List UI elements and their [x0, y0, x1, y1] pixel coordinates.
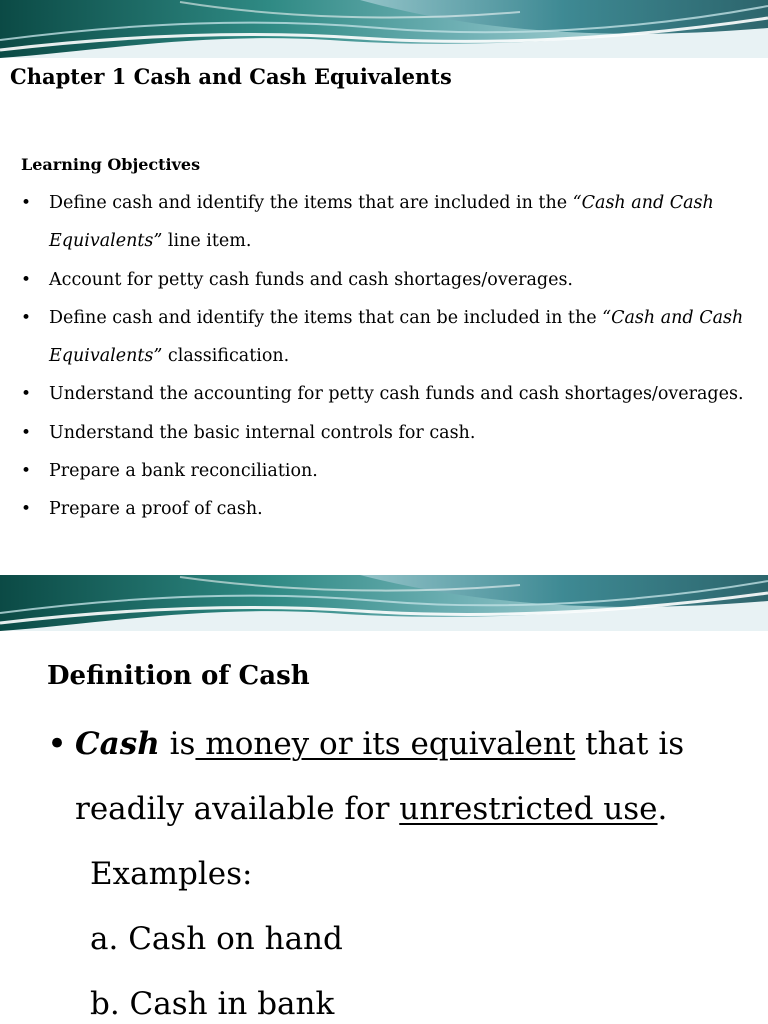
definition-line-1: • Cash is money or its equivalent that is: [47, 712, 747, 777]
example-item: a. Cash on hand: [90, 921, 343, 957]
bullet-icon: •: [21, 461, 32, 482]
bullet-icon: •: [47, 724, 68, 764]
objective-item: • Account for petty cash funds and cash shortages/overages.: [21, 261, 748, 299]
slide-definition-of-cash: [0, 575, 768, 1024]
learning-objectives-list: [21, 184, 748, 529]
objective-item: • Understand the basic internal controls for cash.: [21, 414, 748, 452]
underlined-phrase: money or its equivalent: [195, 726, 576, 762]
wave-banner: [0, 575, 768, 631]
bullet-icon: •: [21, 307, 32, 328]
definition-line-2: readily available for unrestricted use.: [75, 791, 668, 827]
examples-label: Examples:: [90, 856, 253, 892]
objective-item: • Define cash and identify the items that are included in the “Cash and Cash Equivalents” line item.: [21, 184, 748, 261]
bullet-icon: •: [21, 384, 32, 405]
learning-objectives-heading: Learning Objectives: [21, 155, 201, 174]
objective-item: • Define cash and identify the items that can be included in the “Cash and Cash Equivalents” classification.: [21, 299, 748, 376]
wave-banner: [0, 0, 768, 58]
term-cash: Cash: [75, 726, 160, 762]
underlined-phrase: unrestricted use: [399, 791, 658, 827]
bullet-icon: •: [21, 193, 32, 213]
definition-body: [47, 712, 747, 1024]
objective-item: • Understand the accounting for petty cash funds and cash shortages/overages.: [21, 375, 748, 413]
chapter-title: Chapter 1 Cash and Cash Equivalents: [10, 64, 452, 89]
bullet-icon: •: [21, 499, 32, 520]
objective-item: • Prepare a bank reconciliation.: [21, 452, 748, 490]
definition-title: Definition of Cash: [47, 661, 310, 691]
bullet-icon: •: [21, 422, 32, 443]
bullet-icon: •: [21, 269, 32, 290]
example-item: b. Cash in bank: [90, 986, 335, 1022]
objective-item: • Prepare a proof of cash.: [21, 490, 748, 528]
